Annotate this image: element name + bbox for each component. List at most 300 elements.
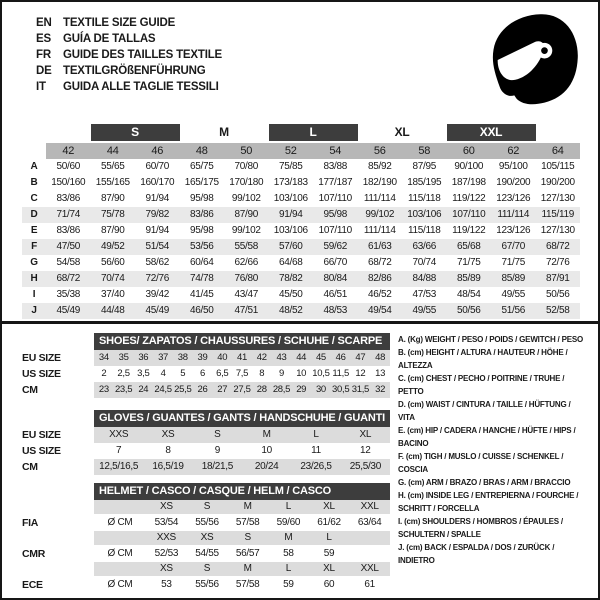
size-value: 49/52 <box>91 239 136 255</box>
size-value: 68/72 <box>46 271 91 287</box>
language-code: DE <box>36 65 52 77</box>
helmet-size-labels <box>94 562 390 576</box>
value-cell: 25,5/30 <box>349 461 381 472</box>
size-label: XS <box>159 501 173 512</box>
size-number: 64 <box>536 143 581 159</box>
value-cell: 8 <box>259 368 265 379</box>
size-value: 48/52 <box>269 303 314 319</box>
shoes-row <box>22 350 390 366</box>
language-title-text: GUÍA DE TALLAS <box>63 33 156 45</box>
size-value: 150/160 <box>51 177 86 188</box>
value-cell: 10 <box>261 445 272 456</box>
value-cell: S <box>214 429 221 440</box>
shoes-table-body <box>22 350 390 398</box>
size-value: 45/49 <box>46 303 91 319</box>
value-cell: 7 <box>116 445 122 456</box>
size-value: 79/82 <box>135 207 180 223</box>
table-gap <box>22 475 390 483</box>
table-gap <box>22 398 390 410</box>
gloves-table-title: GLOVES / GUANTES / GANTS / HANDSCHUHE / GUANTI <box>94 410 390 427</box>
size-value: 170/180 <box>229 177 264 188</box>
row-label: CM <box>22 384 38 396</box>
size-value: 91/94 <box>269 207 314 223</box>
size-value: 50/56 <box>447 303 492 319</box>
size-value: 39/42 <box>145 289 170 300</box>
value-cell: 10 <box>296 368 307 379</box>
size-value: 95/98 <box>313 207 358 223</box>
size-value: 71/75 <box>501 257 526 268</box>
value-cell: 45 <box>315 352 326 363</box>
row-label: EU SIZE <box>22 429 61 441</box>
size-value: 64/68 <box>278 257 303 268</box>
size-value: 90/100 <box>454 161 484 172</box>
size-value: 75/85 <box>278 161 303 172</box>
value-cell: 11,5 <box>332 368 349 379</box>
value-cell: 54/55 <box>195 548 219 559</box>
helmet-table-title: HELMET / CASCO / CASQUE / HELM / CASCO <box>94 483 390 500</box>
measurement-row-label: G <box>30 257 38 268</box>
size-value: 91/94 <box>145 193 170 204</box>
size-value: 55/65 <box>100 161 125 172</box>
value-cell: 55/56 <box>195 517 219 528</box>
language-title-row <box>36 15 222 31</box>
size-value: 44/48 <box>91 303 136 319</box>
size-value: 95/100 <box>498 161 528 172</box>
size-value: 87/90 <box>224 207 269 223</box>
size-value: 56/60 <box>100 257 125 268</box>
size-number: 48 <box>180 143 225 159</box>
size-value: 70/74 <box>412 257 437 268</box>
size-value: 48/54 <box>456 289 481 300</box>
value-cell: 23,5 <box>114 384 133 395</box>
value-cell: 23/26,5 <box>300 461 332 472</box>
size-value: 99/102 <box>231 225 261 236</box>
textile-size-table <box>22 124 580 319</box>
helmet-title-row <box>22 483 390 500</box>
size-value: 41/45 <box>189 289 214 300</box>
size-value: 187/198 <box>451 177 486 188</box>
size-value: 71/74 <box>46 207 91 223</box>
row-label: CM <box>22 461 38 473</box>
gloves-row <box>22 443 390 459</box>
size-value: 45/50 <box>278 289 303 300</box>
helmet-sizes-row <box>22 531 390 545</box>
size-number: 44 <box>91 143 136 159</box>
value-cell: XXS <box>109 429 129 440</box>
size-value: 95/98 <box>189 225 214 236</box>
helmet-size-labels <box>94 531 390 545</box>
value-cell: 7,5 <box>235 368 249 379</box>
size-label <box>349 531 390 545</box>
shoes-table-title: SHOES/ ZAPATOS / CHAUSSURES / SCHUHE / SCARPE <box>94 333 390 350</box>
value-cell: 25,5 <box>174 384 192 395</box>
shoes-row <box>22 366 390 382</box>
value-cell: 56/57 <box>235 548 260 559</box>
gloves-table <box>22 410 390 475</box>
size-value: 67/70 <box>491 239 536 255</box>
value-cell: L <box>313 429 319 440</box>
language-code: IT <box>36 81 46 93</box>
value-cell: 30 <box>315 384 326 395</box>
size-value: 71/75 <box>456 257 481 268</box>
size-value: 105/115 <box>541 161 575 172</box>
value-cell: 59 <box>323 548 335 559</box>
gloves-table-body <box>22 427 390 475</box>
legend-item: F. (cm) TIGH / MUSLO / CUISSE / SCHENKEL / COSCIA <box>398 452 564 474</box>
value-cell: 20/24 <box>254 461 279 472</box>
size-value: 49/55 <box>402 303 447 319</box>
size-label: XS <box>200 532 214 543</box>
size-label: L <box>285 563 291 574</box>
size-label: XXL <box>360 501 379 512</box>
legend-item: A. (Kg) WEIGHT / PESO / POIDS / GEWITCH / PESO <box>398 335 584 344</box>
value-cell: 46 <box>335 352 346 363</box>
measurement-row-label: I <box>32 289 36 300</box>
size-value: 66/70 <box>323 257 348 268</box>
language-title-row <box>36 31 222 47</box>
size-value: 45/49 <box>135 303 180 319</box>
size-number: 56 <box>358 143 403 159</box>
size-value: 115/118 <box>407 193 441 204</box>
size-value: 80/84 <box>313 271 358 287</box>
language-code: EN <box>36 17 52 29</box>
measurement-row-label: C <box>30 193 38 204</box>
language-title-list <box>36 15 222 95</box>
size-value: 83/86 <box>56 225 81 236</box>
helmet-standard-row <box>22 514 390 531</box>
value-cell: 34 <box>98 352 109 363</box>
size-value: 37/40 <box>100 289 125 300</box>
legend-item: C. (cm) CHEST / PECHO / POITRINE / TRUHE / PETTO <box>398 374 565 396</box>
size-value: 83/86 <box>180 207 225 223</box>
size-value: 115/118 <box>407 225 441 236</box>
unit-spacer <box>94 500 146 514</box>
size-value: 50/56 <box>545 289 570 300</box>
value-cell: 8 <box>165 445 171 456</box>
size-group-spacer <box>22 124 91 141</box>
size-value: 47/51 <box>224 303 269 319</box>
gloves-title-row <box>22 410 390 427</box>
value-cell <box>349 545 390 562</box>
size-value: 84/88 <box>402 271 447 287</box>
value-cell: 60 <box>323 579 335 590</box>
value-cell: 2,5 <box>117 368 130 379</box>
legend-item: B. (cm) HEIGHT / ALTURA / HAUTEUR / HÖHE / ALTEZZA <box>398 348 568 370</box>
value-cell: 48 <box>375 352 386 363</box>
language-title-text: GUIDE DES TAILLES TEXTILE <box>63 49 222 61</box>
value-cell: 13 <box>375 368 386 379</box>
value-cell: 6,5 <box>216 368 229 379</box>
size-group-xxl: XXL <box>447 124 536 141</box>
size-number: 60 <box>447 143 492 159</box>
legend-item: E. (cm) HIP / CADERA / HANCHE / HÜFTE / HIPS / BACINO <box>398 426 576 448</box>
size-value: 83/86 <box>56 193 81 204</box>
helmet-table-body <box>22 500 390 593</box>
value-cell: 37 <box>158 352 169 363</box>
size-value: 57/60 <box>269 239 314 255</box>
value-cell: 58 <box>283 548 294 559</box>
shoes-title-row <box>22 333 390 350</box>
value-cell: 39 <box>197 352 208 363</box>
row-label: US SIZE <box>22 368 61 380</box>
size-number: 58 <box>402 143 447 159</box>
size-value: 190/200 <box>496 177 531 188</box>
language-code: ES <box>36 33 51 45</box>
helmet-sizes-row <box>22 500 390 514</box>
size-value: 119/122 <box>452 225 486 236</box>
value-cell: 12 <box>360 445 371 456</box>
language-title-text: TEXTILGRÖßENFÜHRUNG <box>63 65 206 77</box>
size-value: 65/68 <box>447 239 492 255</box>
size-value: 35/38 <box>56 289 81 300</box>
value-cell: 6 <box>200 368 206 379</box>
size-value: 85/89 <box>447 271 492 287</box>
standard-label: CMR <box>22 547 46 560</box>
legend-item: J. (cm) BACK / ESPALDA / DOS / ZURÜCK / INDIETRO <box>398 543 555 565</box>
helmet-values <box>94 545 390 562</box>
value-cell: 35 <box>118 352 129 363</box>
size-label: M <box>284 532 293 543</box>
value-cell: XS <box>161 429 175 440</box>
value-cell: 30,5 <box>332 384 350 395</box>
size-label: XXL <box>360 563 379 574</box>
value-cell: 24,5 <box>154 384 172 395</box>
value-cell: 23 <box>98 384 109 395</box>
value-cell: 4 <box>160 368 166 379</box>
size-value: 107/110 <box>318 225 352 236</box>
row-values <box>94 350 390 366</box>
value-cell: 27,5 <box>233 384 251 395</box>
value-cell: XL <box>359 429 372 440</box>
helmet-values <box>94 514 390 531</box>
measurement-row-label: J <box>22 303 46 319</box>
value-cell: 55/56 <box>195 579 219 590</box>
size-value: 115/119 <box>536 207 581 223</box>
size-value: 127/130 <box>540 193 575 204</box>
value-cell: 38 <box>177 352 188 363</box>
size-value: 78/82 <box>269 271 314 287</box>
size-value: 177/187 <box>318 177 353 188</box>
value-cell: 43 <box>276 352 287 363</box>
value-cell: 32 <box>375 384 386 395</box>
legend-item: D. (cm) WAIST / CINTURA / TAILLE / HÜFTUNG / VITA <box>398 400 571 422</box>
row-values <box>94 427 390 443</box>
value-cell: 41 <box>237 352 247 363</box>
size-value: 185/195 <box>407 177 442 188</box>
size-group-s: S <box>91 124 180 141</box>
size-value: 72/76 <box>135 271 180 287</box>
value-cell: 28,5 <box>272 384 291 395</box>
unit-label: Ø CM <box>107 579 133 590</box>
row-label: EU SIZE <box>22 352 61 364</box>
helmet-standard-row <box>22 545 390 562</box>
lower-section <box>22 333 588 593</box>
language-title-row <box>36 79 222 95</box>
size-value: 87/90 <box>100 225 125 236</box>
size-value: 70/74 <box>91 271 136 287</box>
size-value: 51/56 <box>491 303 536 319</box>
legend-item: I. (cm) SHOULDERS / HOMBROS / ÉPAULES / SCHULTERN / SPALLE <box>398 517 563 539</box>
value-cell: 53 <box>161 579 172 590</box>
language-title-text: GUIDA ALLE TAGLIE TESSILI <box>63 81 219 93</box>
size-value: 46/50 <box>180 303 225 319</box>
value-cell: 31,5 <box>351 384 370 395</box>
size-value: 60/64 <box>189 257 214 268</box>
unit-label: Ø CM <box>107 548 133 559</box>
helmet-standard-row <box>22 576 390 593</box>
value-cell: 57/58 <box>235 517 260 528</box>
size-group-spacer-end <box>536 124 581 141</box>
value-cell: 59 <box>283 579 294 590</box>
size-value: 83/88 <box>323 161 348 172</box>
size-value: 53/56 <box>180 239 225 255</box>
size-value: 43/47 <box>234 289 259 300</box>
measurement-row-label: A <box>30 161 38 172</box>
size-label: L <box>285 501 291 512</box>
value-cell: 47 <box>355 352 366 363</box>
size-value: 103/106 <box>273 193 308 204</box>
value-cell: 36 <box>138 352 149 363</box>
size-value: 76/80 <box>224 271 269 287</box>
value-cell: 3,5 <box>137 368 150 379</box>
value-cell: 44 <box>296 352 307 363</box>
value-cell: M <box>262 429 271 440</box>
size-value: 70/80 <box>234 161 259 172</box>
size-value: 50/60 <box>56 161 81 172</box>
value-cell: 16,5/19 <box>152 461 184 472</box>
size-value: 119/122 <box>452 193 486 204</box>
size-number: 42 <box>46 143 91 159</box>
size-value: 62/66 <box>234 257 259 268</box>
size-value: 68/72 <box>367 257 392 268</box>
size-value: 155/165 <box>95 177 130 188</box>
helmet-table <box>22 483 390 593</box>
size-value: 87/95 <box>412 161 437 172</box>
size-value: 58/62 <box>145 257 170 268</box>
section-divider <box>2 321 598 324</box>
size-value: 48/53 <box>313 303 358 319</box>
helmet-size-labels <box>94 500 390 514</box>
size-number: 46 <box>135 143 180 159</box>
value-cell: 61 <box>364 579 375 590</box>
value-cell: 28 <box>256 384 267 395</box>
unit-spacer <box>94 531 146 545</box>
size-value: 51/54 <box>135 239 180 255</box>
size-label: S <box>203 563 211 574</box>
size-value: 85/89 <box>491 271 536 287</box>
size-value: 49/54 <box>358 303 403 319</box>
size-value: 60/70 <box>145 161 170 172</box>
size-value: 160/170 <box>140 177 175 188</box>
value-cell: 10,5 <box>312 368 330 379</box>
size-value: 47/50 <box>46 239 91 255</box>
size-value: 46/52 <box>367 289 392 300</box>
size-label: M <box>243 501 252 512</box>
gloves-row <box>22 427 390 443</box>
size-value: 46/51 <box>323 289 348 300</box>
language-title-row <box>36 63 222 79</box>
value-cell: 12,5/16,5 <box>99 461 139 472</box>
size-value: 182/190 <box>362 177 397 188</box>
size-value: 103/106 <box>402 207 447 223</box>
size-value: 91/94 <box>145 225 170 236</box>
value-cell: 53/54 <box>154 517 179 528</box>
size-value: 173/183 <box>273 177 308 188</box>
size-value: 85/92 <box>367 161 392 172</box>
size-label: M <box>243 563 252 574</box>
size-value: 103/106 <box>273 225 308 236</box>
value-cell: 42 <box>256 352 267 363</box>
unit-label: Ø CM <box>107 517 133 528</box>
row-values <box>94 366 390 382</box>
size-label: XXS <box>156 532 176 543</box>
size-value: 165/175 <box>184 177 219 188</box>
value-cell: 40 <box>217 352 228 363</box>
size-number: 62 <box>491 143 536 159</box>
size-value: 127/130 <box>540 225 575 236</box>
size-value: 82/86 <box>358 271 403 287</box>
accessory-tables <box>22 333 390 593</box>
legend-item: G. (cm) ARM / BRAZO / BRAS / ARM / BRACCIO <box>398 478 571 487</box>
language-code: FR <box>36 49 51 61</box>
size-value: 87/91 <box>536 271 581 287</box>
size-value: 111/114 <box>363 225 396 236</box>
value-cell: 9 <box>278 368 284 379</box>
size-band-spacer <box>22 143 46 159</box>
size-label: XS <box>159 563 173 574</box>
size-value: 52/58 <box>536 303 581 319</box>
measurement-row-label: E <box>30 225 38 236</box>
shoes-row <box>22 382 390 398</box>
size-group-m: M <box>219 125 229 139</box>
size-value: 63/66 <box>402 239 447 255</box>
value-cell: 63/64 <box>357 517 382 528</box>
size-group-l: L <box>269 124 358 141</box>
row-values <box>94 443 390 459</box>
row-values <box>94 459 390 475</box>
size-number: 54 <box>313 143 358 159</box>
size-value: 107/110 <box>447 207 492 223</box>
size-value: 190/200 <box>540 177 575 188</box>
value-cell: 5 <box>180 368 186 379</box>
size-value: 47/53 <box>412 289 437 300</box>
measurement-row-label: D <box>22 207 46 223</box>
helmet-sizes-row <box>22 562 390 576</box>
legend-item: H. (cm) INSIDE LEG / ENTREPIERNA / FOURCHE / SCHRITT / FORCELLA <box>398 491 579 513</box>
size-value: 65/75 <box>189 161 214 172</box>
size-value: 111/114 <box>491 207 536 223</box>
size-value: 107/110 <box>318 193 352 204</box>
size-value: 123/126 <box>496 225 531 236</box>
size-number: 52 <box>269 143 314 159</box>
value-cell: 26 <box>197 384 208 395</box>
value-cell: 52/53 <box>154 548 179 559</box>
size-number: 50 <box>224 143 269 159</box>
value-cell: 29 <box>296 384 307 395</box>
size-value: 95/98 <box>189 193 214 204</box>
measurement-row-label: H <box>22 271 46 287</box>
standard-label: ECE <box>22 578 43 591</box>
size-label: S <box>203 501 211 512</box>
measurement-legend <box>390 333 588 567</box>
measurement-row-label: B <box>30 177 38 188</box>
value-cell: 24 <box>138 384 149 395</box>
gloves-row <box>22 459 390 475</box>
value-cell: 27 <box>217 384 228 395</box>
size-value: 68/72 <box>536 239 581 255</box>
size-value: 54/58 <box>56 257 81 268</box>
value-cell: 9 <box>214 445 220 456</box>
